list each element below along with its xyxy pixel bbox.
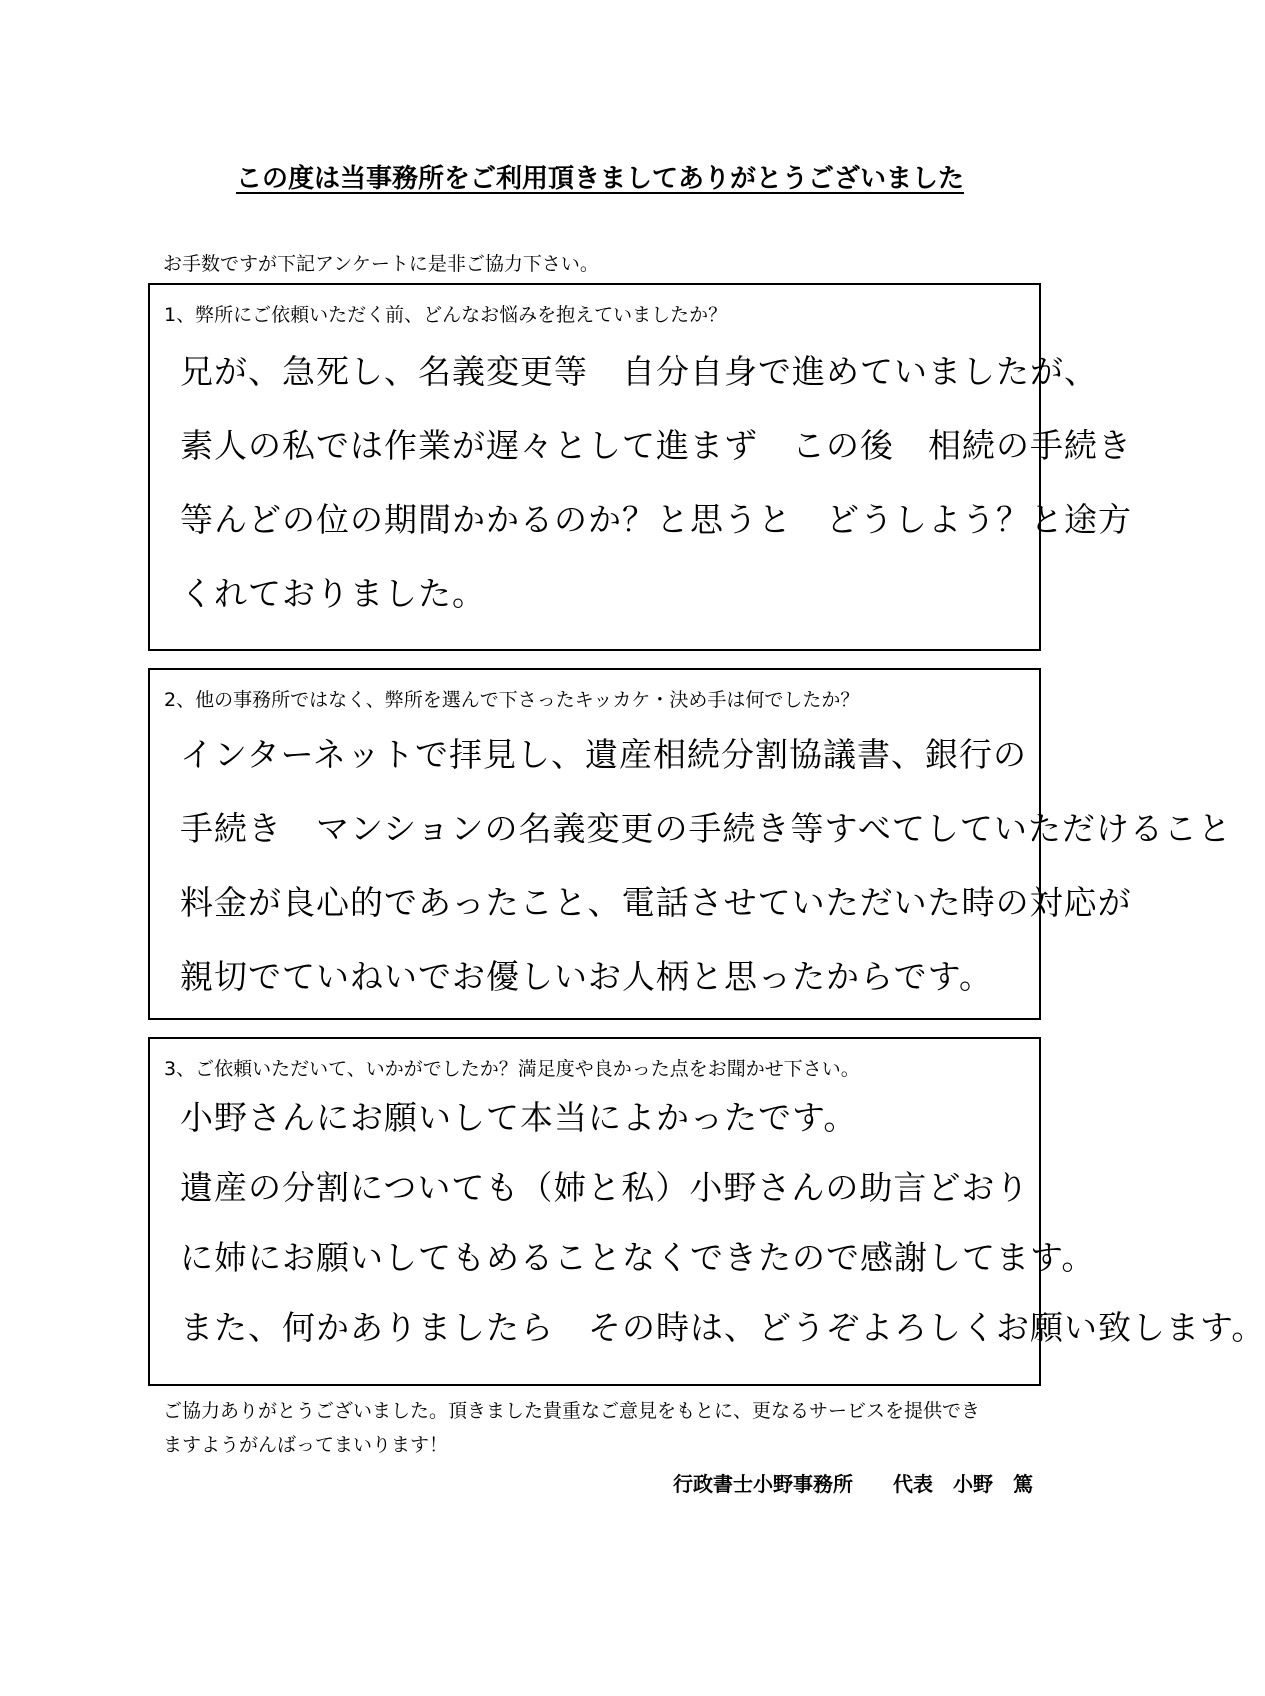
- office-signature: 行政書士小野事務所 代表 小野 篤: [673, 1472, 1033, 1496]
- page-title: この度は当事務所をご利用頂きましてありがとうございました: [235, 164, 964, 194]
- answer-2: [180, 718, 1232, 1014]
- answer-3: [180, 1083, 1265, 1363]
- answer-line: また、何かありましたら その時は、どうぞよろしくお願い致します。: [180, 1308, 1265, 1347]
- answer-1: [180, 335, 1132, 631]
- question-2: 2、他の事務所ではなく、弊所を選んで下さったキッカケ・決め手は何でしたか？: [164, 689, 860, 711]
- answer-line: 素人の私では作業が遅々として進まず この後 相続の手続き: [180, 426, 1132, 465]
- answer-line: 料金が良心的であったこと、電話させていただいた時の対応が: [180, 883, 1132, 922]
- question-1: 1、弊所にご依頼いただく前、どんなお悩みを抱えていましたか？: [164, 304, 728, 326]
- answer-line: に姉にお願いしてもめることなくできたので感謝してます。: [180, 1238, 1096, 1277]
- answer-line: インターネットで拝見し、遺産相続分割協議書、銀行の: [180, 735, 1028, 774]
- answer-line: 親切でていねいでお優しいお人柄と思ったからです。: [180, 957, 994, 996]
- answer-line: 等んどの位の期間かかるのか？と思うと どうしよう？と途方: [180, 500, 1132, 539]
- question-box-3: [148, 1037, 1265, 1386]
- answer-line: 遺産の分割についても（姉と私）小野さんの助言どおり: [180, 1168, 1030, 1207]
- answer-line: 小野さんにお願いして本当によかったです。: [180, 1098, 858, 1137]
- intro-text: お手数ですが下記アンケートに是非ご協力下さい。: [163, 253, 599, 275]
- closing-line: ご協力ありがとうございました。頂きました貴重なご意見をもとに、更なるサービスを提供でき: [163, 1400, 981, 1422]
- answer-line: 手続き マンションの名義変更の手続き等すべてしていただけること: [180, 809, 1232, 848]
- question-box-1: [148, 283, 1132, 651]
- closing-line: ますようがんばってまいります！: [163, 1434, 449, 1456]
- question-box-2: [148, 668, 1232, 1020]
- answer-line: 兄が、急死し、名義変更等 自分自身で進めていましたが、: [180, 352, 1098, 391]
- question-3: 3、ご依頼いただいて、いかがでしたか？満足度や良かった点をお聞かせ下さい。: [164, 1058, 860, 1080]
- closing-message: [163, 1394, 980, 1462]
- answer-line: くれておりました。: [180, 574, 486, 613]
